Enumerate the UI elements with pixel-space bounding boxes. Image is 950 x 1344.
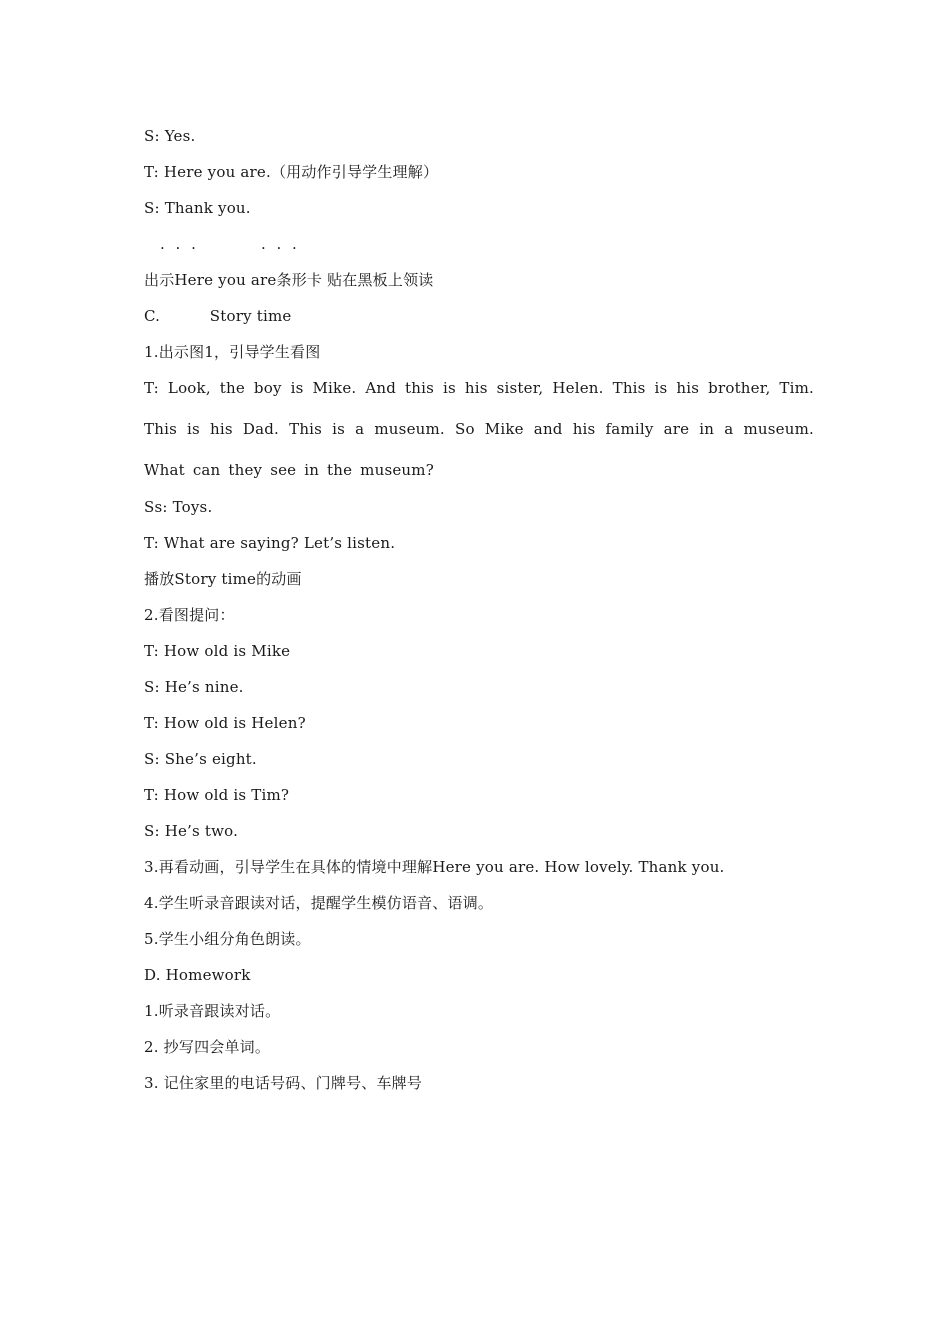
instruction-line: 播放Story time的动画: [144, 570, 302, 588]
dialogue-line: T: How old is Tim?: [144, 786, 290, 804]
document-page: [144, 125, 814, 1108]
dialogue-line: T: How old is Mike: [144, 642, 291, 660]
dialogue-line: S: He’s two.: [144, 822, 239, 840]
step-line: 3.再看动画，引导学生在具体的情境中理解Here you are. How lovely. Thank you.: [144, 858, 725, 876]
dialogue-paragraph: T: Look, the boy is Mike. And this is his sister, Helen. This is his brother, Tim. This is his Dad. This is a museum. So Mike and his family are in a museum. What can they see in the museum?: [144, 379, 814, 479]
step-line: 2.看图提问：: [144, 606, 235, 624]
section-heading-d: D. Homework: [144, 966, 251, 984]
step-line: 4.学生听录音跟读对话，提醒学生模仿语音、语调。: [144, 894, 494, 912]
homework-item: 1.听录音跟读对话。: [144, 1002, 281, 1020]
step-line: 1.出示图1，引导学生看图: [144, 343, 321, 361]
dialogue-line: T: How old is Helen?: [144, 714, 306, 732]
homework-item: 3. 记住家里的电话号码、门牌号、车牌号: [144, 1074, 423, 1092]
dialogue-line: T: Here you are.（用动作引导学生理解）: [144, 163, 439, 181]
instruction-line: 出示Here you are条形卡 贴在黑板上领读: [144, 271, 434, 289]
section-heading-c: C. Story time: [144, 307, 292, 325]
dialogue-line: S: She’s eight.: [144, 750, 257, 768]
homework-item: 2. 抄写四会单词。: [144, 1038, 271, 1056]
dialogue-line: Ss: Toys.: [144, 498, 213, 516]
ellipsis-line: . . . . . .: [160, 235, 300, 253]
dialogue-line: S: Yes.: [144, 127, 196, 145]
dialogue-line: T: What are saying? Let’s listen.: [144, 534, 396, 552]
dialogue-line: S: He’s nine.: [144, 678, 244, 696]
step-line: 5.学生小组分角色朗读。: [144, 930, 311, 948]
dialogue-line: S: Thank you.: [144, 199, 251, 217]
